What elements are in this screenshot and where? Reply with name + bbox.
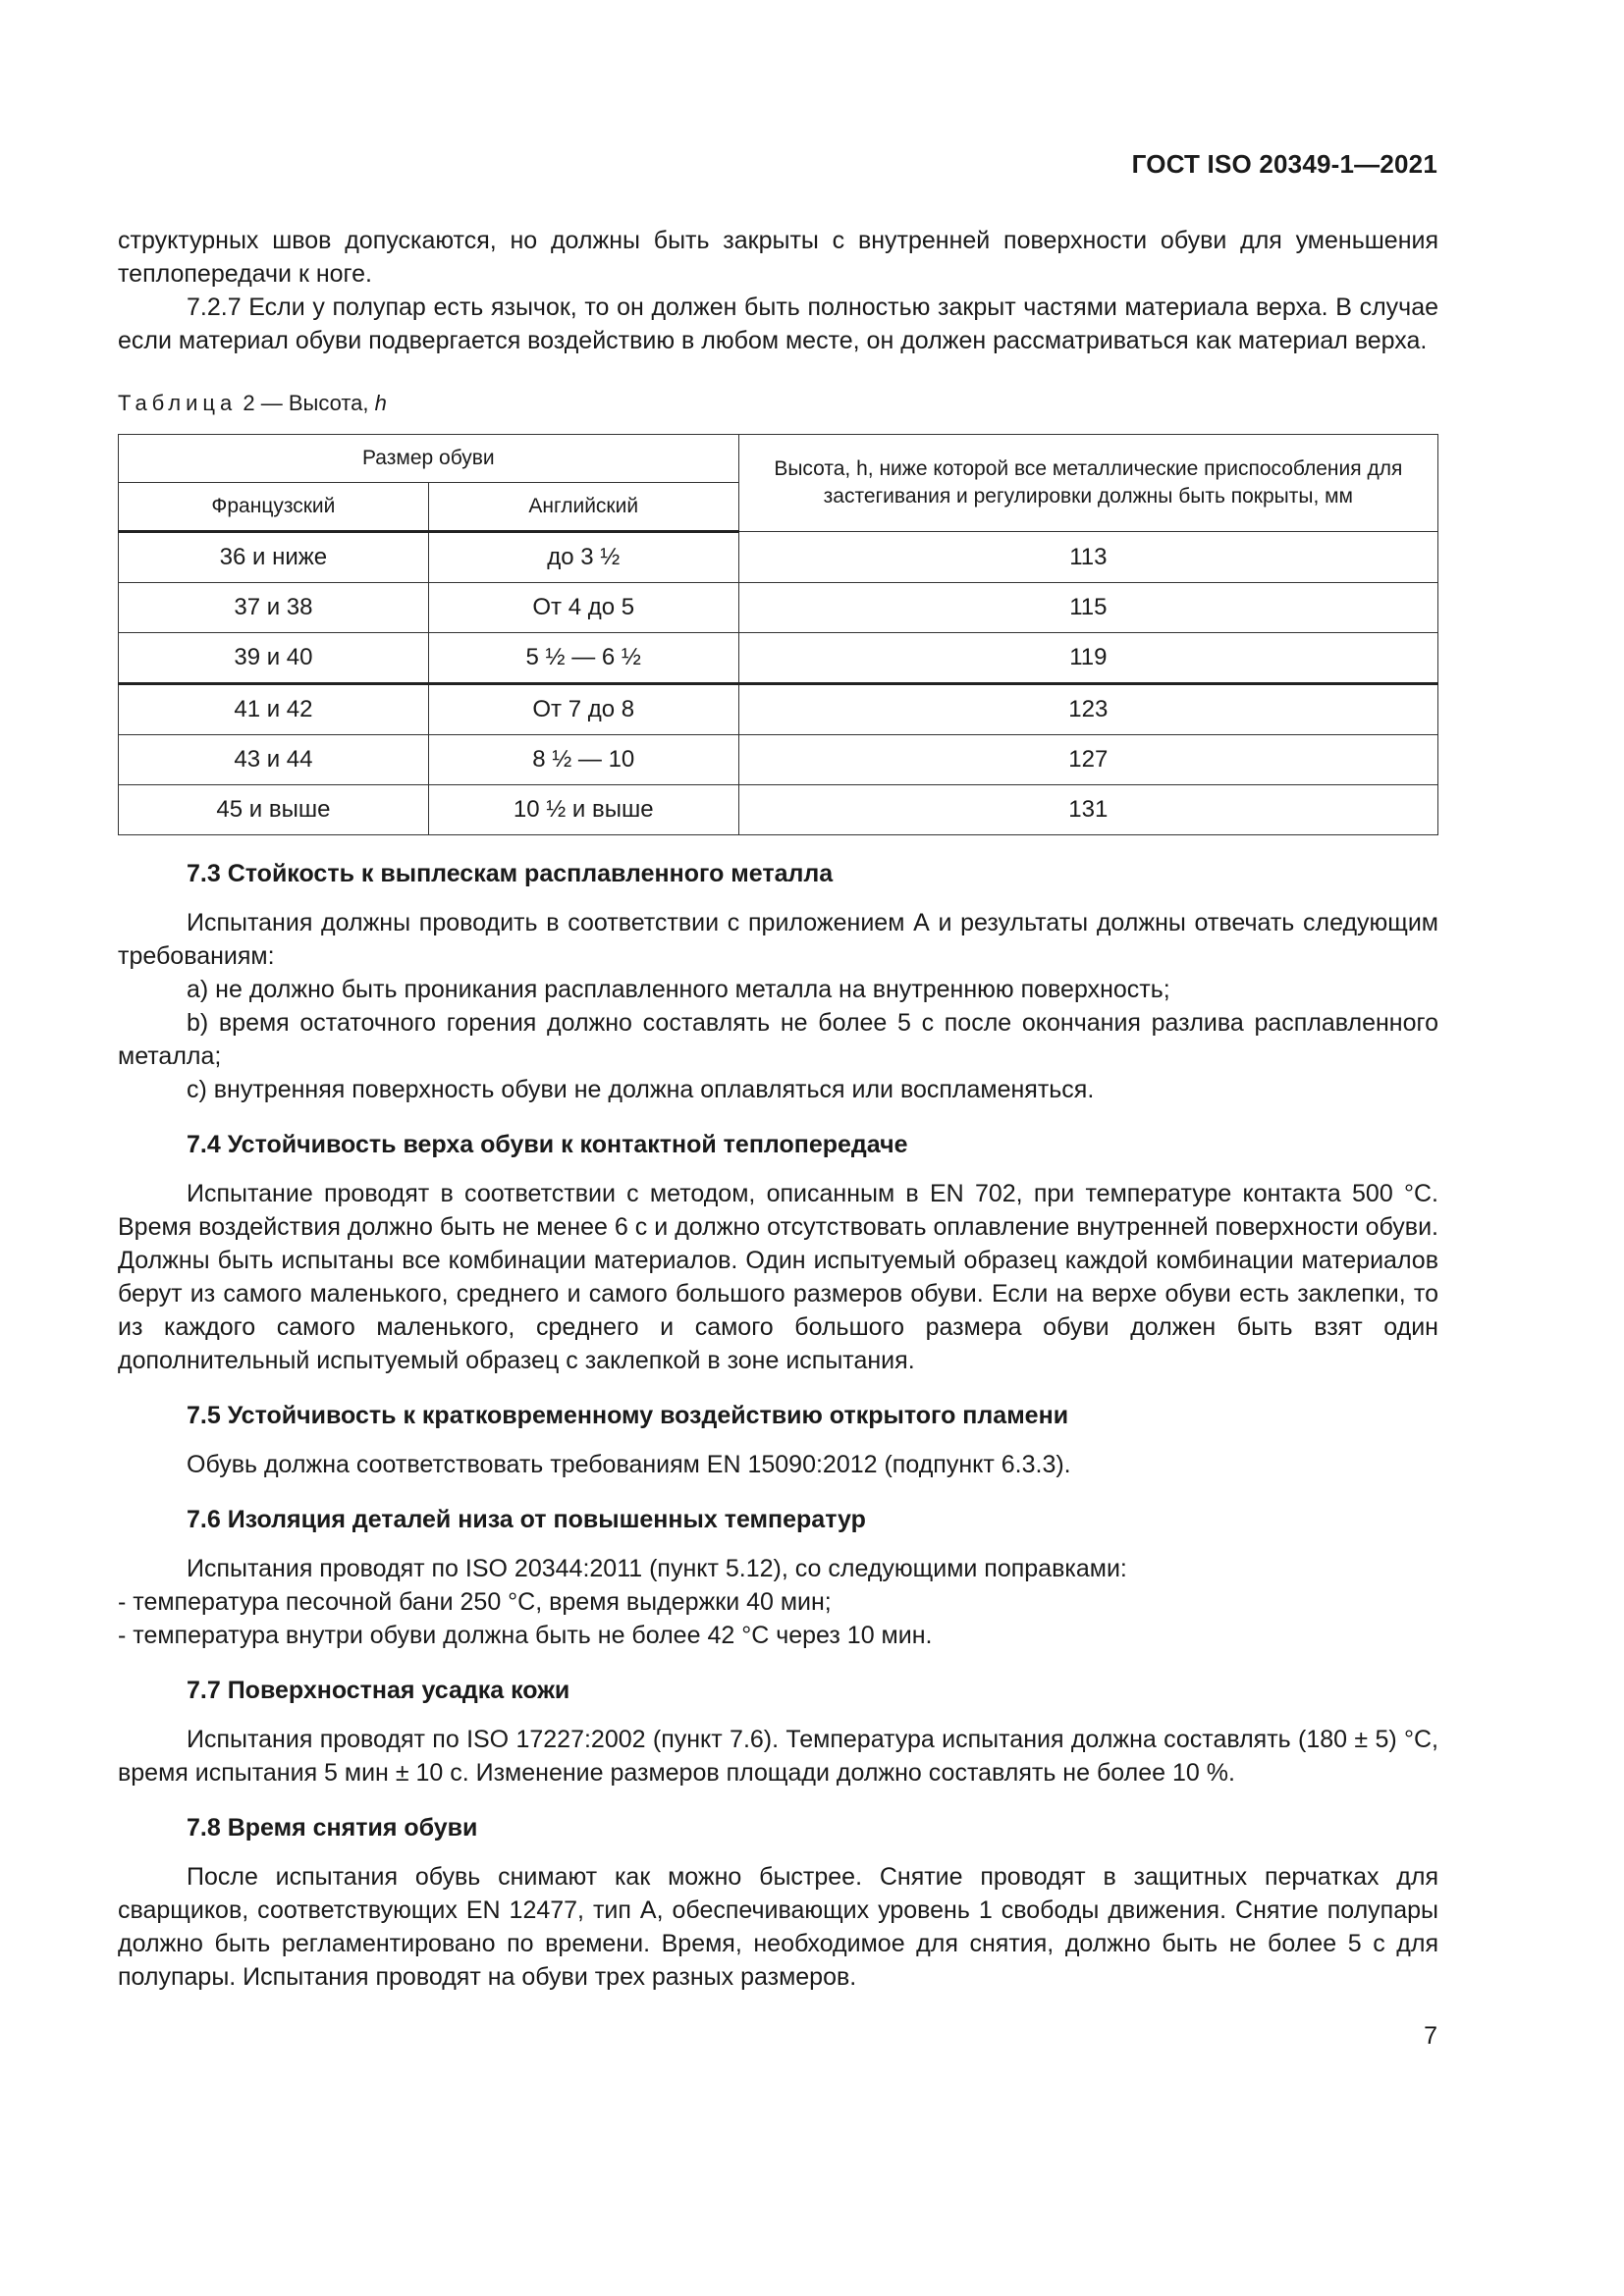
table-row bbox=[119, 532, 1438, 583]
french-size-cell: 37 и 38 bbox=[119, 583, 429, 633]
english-size-cell: 5 ½ — 6 ½ bbox=[428, 633, 738, 684]
english-size-cell: 10 ½ и выше bbox=[428, 785, 738, 835]
list-item-c: c) внутренняя поверхность обуви не должна оплавляться или воспламеняться. bbox=[187, 1076, 1095, 1103]
height-cell: 119 bbox=[738, 633, 1437, 684]
section-7-7-title: 7.7 Поверхностная усадка кожи bbox=[187, 1677, 570, 1704]
dash-item-1: - температура песочной бани 250 °С, время выдержки 40 мин; bbox=[118, 1588, 832, 1616]
table-caption-word: Таблица bbox=[118, 391, 238, 415]
section-7-5-title: 7.5 Устойчивость к кратковременному воздействию открытого пламени bbox=[187, 1402, 1069, 1429]
height-cell: 113 bbox=[738, 532, 1437, 583]
english-size-cell: до 3 ½ bbox=[428, 532, 738, 583]
section-7-4-title: 7.4 Устойчивость верха обуви к контактной теплопередаче bbox=[187, 1131, 908, 1158]
section-7-4-text: Испытание проводят в соответствии с методом, описанным в EN 702, при температуре контакта 500 °С. Время воздействия должно быть не менее 6 с и должно отсутствовать оплавление внутренней поверхности обуви. Должны быть испытаны все комбинации материалов. Один испытуемый образец каждой комбинации материалов берут из самого маленького, среднего и самого большого размеров обуви. Если на верхе обуви есть заклепки, то из каждого самого маленького, среднего и самого большого размера обуви должен быть взят один дополнительный испытуемый образец с заклепкой в зоне испытания. bbox=[118, 1180, 1438, 1374]
height-cell: 115 bbox=[738, 583, 1437, 633]
shoe-size-header: Размер обуви bbox=[119, 435, 739, 483]
document-code: ГОСТ ISO 20349-1—2021 bbox=[1131, 149, 1437, 179]
table-caption bbox=[118, 387, 1438, 420]
height-table bbox=[118, 434, 1438, 835]
english-size-cell: 8 ½ — 10 bbox=[428, 735, 738, 785]
height-cell: 131 bbox=[738, 785, 1437, 835]
english-size-cell: От 4 до 5 bbox=[428, 583, 738, 633]
list-item-b: b) время остаточного горения должно составлять не более 5 с после окончания разлива расплавленного металла; bbox=[118, 1009, 1438, 1070]
table-row bbox=[119, 633, 1438, 684]
section-7-3-text: Испытания должны проводить в соответствии с приложением А и результаты должны отвечать следующим требованиям: bbox=[118, 909, 1438, 970]
dash-item-2: - температура внутри обуви должна быть не более 42 °С через 10 мин. bbox=[118, 1622, 933, 1649]
english-size-cell: От 7 до 8 bbox=[428, 684, 738, 735]
french-size-header: Французский bbox=[119, 483, 429, 532]
french-size-cell: 39 и 40 bbox=[119, 633, 429, 684]
table-row bbox=[119, 684, 1438, 735]
page-number: 7 bbox=[1424, 2022, 1437, 2050]
french-size-cell: 43 и 44 bbox=[119, 735, 429, 785]
height-header: Высота, h, ниже которой все металлические приспособления для застегивания и регулировки должны быть покрыты, мм bbox=[738, 435, 1437, 532]
page-content bbox=[118, 224, 1438, 1994]
height-cell: 127 bbox=[738, 735, 1437, 785]
section-7-8-text: После испытания обувь снимают как можно быстрее. Снятие проводят в защитных перчатках для сварщиков, соответствующих EN 12477, тип А, обеспечивающих уровень 1 свободы движения. Снятие полупары должно быть регламентировано по времени. Время, необходимое для снятия, должно быть не более 5 с для полупары. Испытания проводят на обуви трех разных размеров. bbox=[118, 1863, 1438, 1991]
section-7-6-text: Испытания проводят по ISO 20344:2011 (пункт 5.12), со следующими поправками: bbox=[187, 1555, 1127, 1582]
clause-7-2-7: 7.2.7 Если у полупар есть язычок, то он должен быть полностью закрыт частями материала верха. В случае если материал обуви подвергается воздействию в любом месте, он должен рассматриваться как материал верха. bbox=[118, 294, 1438, 354]
table-row bbox=[119, 785, 1438, 835]
section-7-7-text: Испытания проводят по ISO 17227:2002 (пункт 7.6). Температура испытания должна составлять (180 ± 5) °С, время испытания 5 мин ± 10 с. Изменение размеров площади должно составлять не более 10 %. bbox=[118, 1726, 1438, 1787]
section-7-6-title: 7.6 Изоляция деталей низа от повышенных температур bbox=[187, 1506, 866, 1533]
table-caption-var: h bbox=[374, 391, 387, 415]
section-7-5-text: Обувь должна соответствовать требованиям EN 15090:2012 (подпункт 6.3.3). bbox=[187, 1451, 1071, 1478]
table-row bbox=[119, 735, 1438, 785]
french-size-cell: 45 и выше bbox=[119, 785, 429, 835]
section-7-8-title: 7.8 Время снятия обуви bbox=[187, 1814, 478, 1842]
english-size-header: Английский bbox=[428, 483, 738, 532]
table-caption-rest: 2 — Высота, bbox=[243, 391, 375, 415]
french-size-cell: 36 и ниже bbox=[119, 532, 429, 583]
intro-paragraph: структурных швов допускаются, но должны быть закрыты с внутренней поверхности обуви для уменьшения теплопередачи к ноге. bbox=[118, 227, 1438, 288]
french-size-cell: 41 и 42 bbox=[119, 684, 429, 735]
height-cell: 123 bbox=[738, 684, 1437, 735]
table-row bbox=[119, 583, 1438, 633]
section-7-3-title: 7.3 Стойкость к выплескам расплавленного металла bbox=[187, 860, 834, 887]
list-item-a: a) не должно быть проникания расплавленного металла на внутреннюю поверхность; bbox=[187, 976, 1170, 1003]
